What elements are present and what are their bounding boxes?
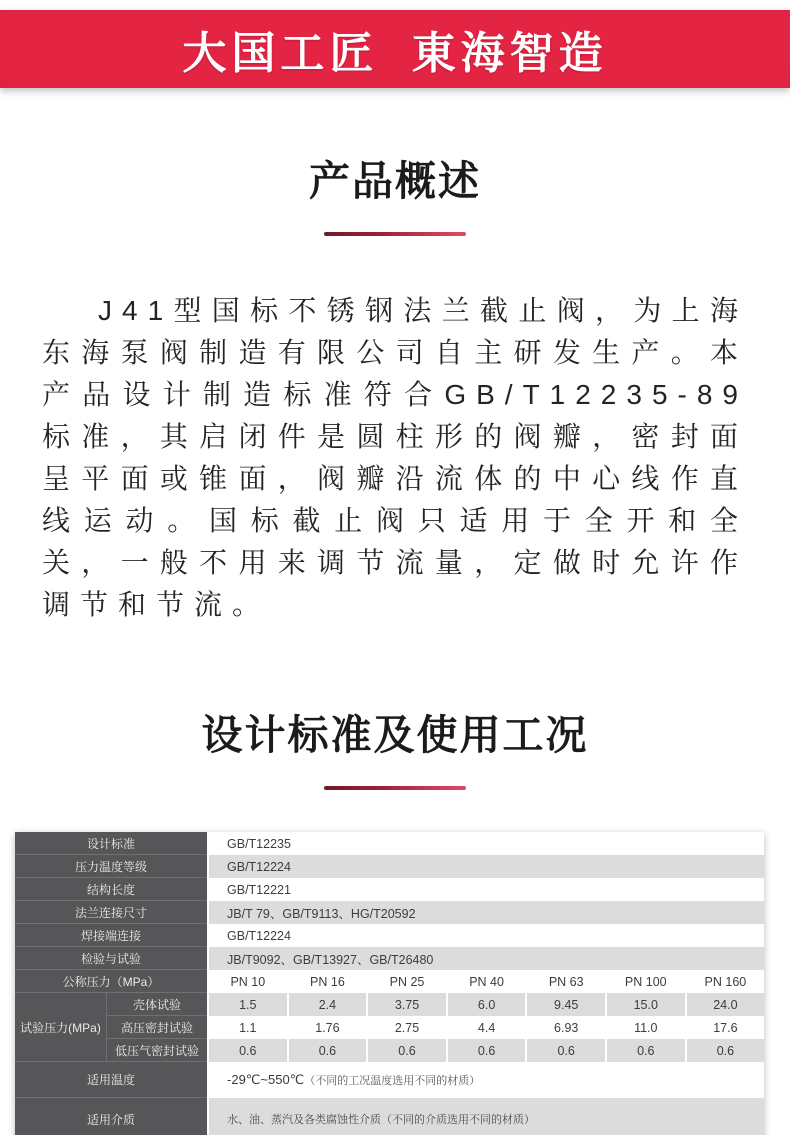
test-value: 0.6	[605, 1039, 685, 1062]
pressure-header-label: 公称压力（MPa）	[15, 970, 207, 993]
overview-title-underline	[324, 232, 466, 236]
test-row-label: 低压气密封试验	[107, 1039, 207, 1062]
temperature-label: 适用温度	[15, 1062, 207, 1098]
spec-table-container	[15, 832, 790, 1135]
table-row-temperature	[15, 1062, 764, 1098]
pn-column-header: PN 160	[685, 970, 765, 993]
spec-label: 压力温度等级	[15, 855, 207, 878]
table-row	[15, 901, 764, 924]
test-pressure-group-label: 试验压力(MPa)	[15, 993, 107, 1062]
spec-label: 结构长度	[15, 878, 207, 901]
table-row-pressure-header	[15, 970, 764, 993]
test-value: 9.45	[525, 993, 605, 1016]
pn-column-header: PN 63	[525, 970, 605, 993]
spec-label: 焊接端连接	[15, 924, 207, 947]
pn-column-header: PN 16	[287, 970, 367, 993]
table-row	[15, 878, 764, 901]
test-value: 6.93	[525, 1016, 605, 1039]
pn-column-header: PN 10	[207, 970, 287, 993]
spec-value: JB/T9092、GB/T13927、GB/T26480	[207, 947, 764, 970]
table-row-hp-seal-test	[15, 1016, 764, 1039]
banner-title: 大国工匠 東海智造	[182, 29, 608, 78]
test-value: 1.1	[207, 1016, 287, 1039]
test-row-label: 高压密封试验	[107, 1016, 207, 1039]
pn-column-header: PN 100	[605, 970, 685, 993]
temperature-note: （不同的工况温度选用不同的材质）	[304, 1075, 481, 1087]
test-value: 24.0	[685, 993, 765, 1016]
overview-paragraph: J41型国标不锈钢法兰截止阀，为上海东海泵阀制造有限公司自主研发生产。本产品设计制造标准符合GB/T12235-89标准，其启闭件是圆柱形的阀瓣，密封面呈平面或锥面，阀瓣沿流体的中心线作直线运动。国标截止阀只适用于全开和全关，一般不用来调节流量，定做时允许作调节和节流。	[42, 295, 748, 620]
table-row	[15, 924, 764, 947]
test-value: 3.75	[366, 993, 446, 1016]
test-value: 0.6	[366, 1039, 446, 1062]
spec-label: 设计标准	[15, 832, 207, 855]
test-value: 2.75	[366, 1016, 446, 1039]
test-value: 1.5	[207, 993, 287, 1016]
test-value: 4.4	[446, 1016, 526, 1039]
design-title-underline	[324, 786, 466, 790]
spec-table	[15, 832, 764, 1135]
table-row	[15, 947, 764, 970]
spec-value: GB/T12224	[207, 855, 764, 878]
spec-value: GB/T12221	[207, 878, 764, 901]
temperature-value: -29℃~550℃	[227, 1072, 305, 1087]
spec-label: 检验与试验	[15, 947, 207, 970]
test-value: 17.6	[685, 1016, 765, 1039]
test-value: 0.6	[287, 1039, 367, 1062]
header-banner	[0, 10, 790, 88]
section-title-overview: 产品概述	[309, 158, 481, 204]
temperature-value-cell	[207, 1062, 764, 1098]
pn-column-header: PN 25	[366, 970, 446, 993]
spec-value: JB/T 79、GB/T9113、HG/T20592	[207, 901, 764, 924]
spec-label: 法兰连接尺寸	[15, 901, 207, 924]
test-value: 11.0	[605, 1016, 685, 1039]
table-row-shell-test	[15, 993, 764, 1016]
test-value: 0.6	[446, 1039, 526, 1062]
table-row	[15, 832, 764, 855]
table-row-medium	[15, 1098, 764, 1135]
test-value: 0.6	[685, 1039, 765, 1062]
test-value: 2.4	[287, 993, 367, 1016]
test-row-label: 壳体试验	[107, 993, 207, 1016]
medium-label: 适用介质	[15, 1098, 207, 1135]
section-title-design: 设计标准及使用工况	[201, 712, 589, 758]
medium-value: 水、油、蒸汽及各类腐蚀性介质（不同的介质选用不同的材质）	[207, 1098, 764, 1135]
table-row	[15, 855, 764, 878]
test-value: 6.0	[446, 993, 526, 1016]
test-value: 1.76	[287, 1016, 367, 1039]
test-value: 0.6	[207, 1039, 287, 1062]
spec-value: GB/T12224	[207, 924, 764, 947]
pn-column-header: PN 40	[446, 970, 526, 993]
test-value: 15.0	[605, 993, 685, 1016]
table-row-lp-seal-test	[15, 1039, 764, 1062]
test-value: 0.6	[525, 1039, 605, 1062]
spec-value: GB/T12235	[207, 832, 764, 855]
